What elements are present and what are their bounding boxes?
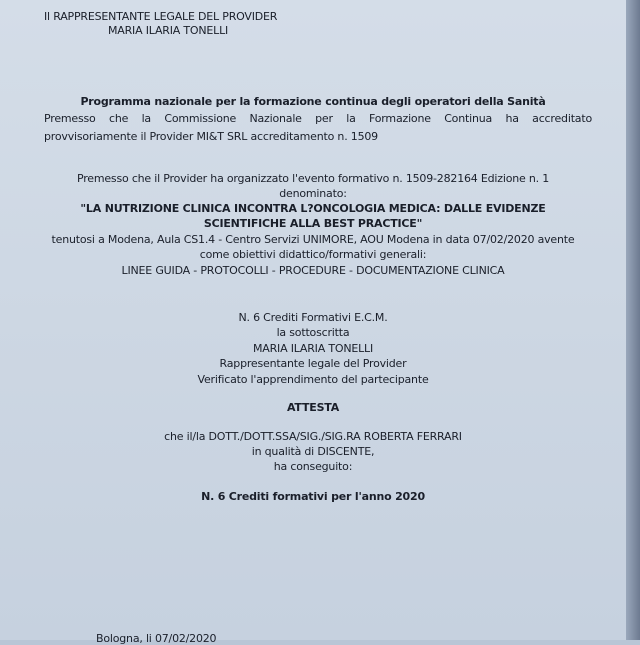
event-line-1: Premesso che il Provider ha organizzato l'evento formativo n. 1509-282164 Edizione n. 1 [76, 172, 550, 185]
screen-bezel [626, 0, 640, 640]
header-name: MARIA ILARIA TONELLI [108, 24, 229, 37]
intro-line-2: provvisoriamente il Provider MI&T SRL accreditamento n. 1509 [44, 130, 378, 143]
signer-line-2: la sottoscritta [276, 326, 350, 339]
attesta-heading: ATTESTA [286, 401, 340, 414]
signer-verification: Verificato l'apprendimento del partecipante [197, 373, 429, 386]
event-title-2: SCIENTIFICHE ALLA BEST PRACTICE" [203, 217, 423, 230]
event-title-1: "LA NUTRIZIONE CLINICA INCONTRA L?ONCOLOGIA MEDICA: DALLE EVIDENZE [80, 202, 546, 215]
signer-name: MARIA ILARIA TONELLI [252, 342, 374, 355]
ecm-credits: N. 6 Crediti Formativi E.C.M. [238, 311, 388, 324]
event-line-3: tenutosi a Modena, Aula CS1.4 - Centro Servizi UNIMORE, AOU Modena in data 07/02/2020 avente [51, 233, 575, 246]
event-line-2: denominato: [279, 187, 347, 200]
program-title: Programma nazionale per la formazione continua degli operatori della Sanità [80, 95, 546, 108]
participant-line: che il/la DOTT./DOTT.SSA/SIG./SIG.RA ROBERTA FERRARI [164, 430, 462, 443]
attesta-line-3: ha conseguito: [273, 460, 353, 473]
place-date: Bologna, li 07/02/2020 [96, 632, 217, 645]
signer-role: Rappresentante legale del Provider [219, 357, 407, 370]
header-title: Il RAPPRESENTANTE LEGALE DEL PROVIDER [44, 10, 278, 23]
credits-earned: N. 6 Crediti formativi per l'anno 2020 [201, 490, 425, 503]
event-line-4: come obiettivi didattico/formativi generali: [199, 248, 427, 261]
intro-line-1: Premesso che la Commissione Nazionale per la Formazione Continua ha accreditato [44, 112, 592, 125]
participant-role: in qualità di DISCENTE, [251, 445, 375, 458]
event-objectives: LINEE GUIDA - PROTOCOLLI - PROCEDURE - DOCUMENTAZIONE CLINICA [121, 264, 505, 277]
